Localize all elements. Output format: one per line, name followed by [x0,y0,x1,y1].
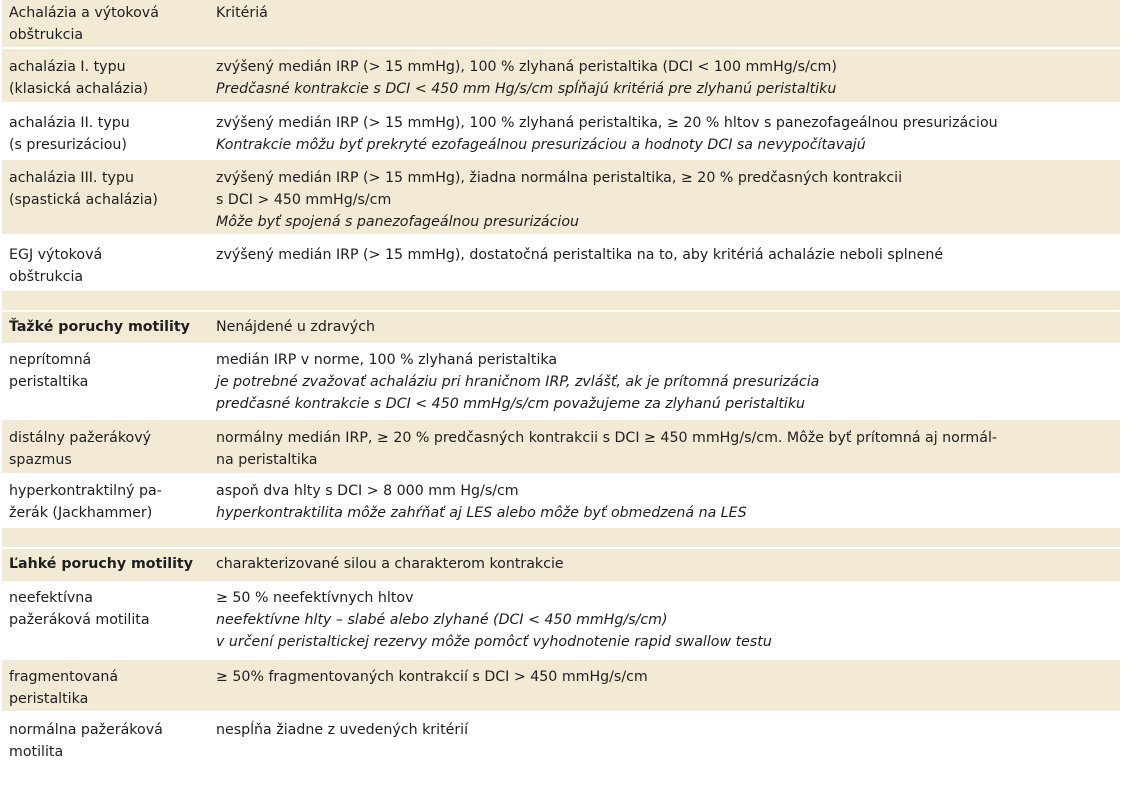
criteria-table [2,0,1120,771]
category-cell [2,480,206,526]
criteria-cell [206,316,1120,343]
criteria-cell [206,719,1120,769]
criteria-cell [206,167,1120,234]
category-text: fragmentovaná [9,669,119,685]
criteria-text: nespĺňa žiadne z uvedených kritérií [216,722,469,738]
category-text: achalázia II. typu [9,115,130,131]
criteria-text: ≥ 50% fragmentovaných kontrakcií s DCI > 450 mmHg/s/cm [216,669,648,685]
category-text: distálny pažerákový [9,430,152,446]
criteria-cell [206,427,1120,473]
section-heading-row [2,312,1120,345]
category-cell [2,587,206,658]
criteria-text: normálny medián IRP, ≥ 20 % predčasných kontrakcii s DCI ≥ 450 mmHg/s/cm. Môže byť prítomná aj normál- [216,430,998,446]
category-text: Ľahké poruchy motility [9,556,193,572]
criteria-note: Môže byť spojená s panezofageálnou presurizáciou [216,214,579,230]
criteria-text: Kritériá [216,5,268,21]
category-text: žerák (Jackhammer) [9,505,153,521]
category-text: (klasická achalázia) [9,81,149,97]
criteria-text: s DCI > 450 mmHg/s/cm [216,192,392,208]
category-cell [2,719,206,769]
criteria-text: zvýšený medián IRP (> 15 mmHg), dostatočná peristaltika na to, aby kritériá achalázie neboli splnené [216,247,944,263]
section-spacer [2,528,1120,549]
criteria-text: aspoň dva hlty s DCI > 8 000 mm Hg/s/cm [216,483,519,499]
table-header-row [2,0,1120,49]
category-cell [2,244,206,289]
table-row [2,104,1120,160]
category-text: peristaltika [9,691,89,707]
table-row [2,345,1120,420]
category-text: spazmus [9,452,72,468]
criteria-text: ≥ 50 % neefektívnych hltov [216,590,414,606]
criteria-text: charakterizované silou a charakterom kontrakcie [216,556,564,572]
category-cell [2,666,206,711]
table-row [2,236,1120,291]
criteria-note: hyperkontraktilita môže zahŕňať aj LES alebo môže byť obmedzená na LES [216,505,747,521]
header-cell-category [2,2,206,47]
criteria-cell [206,112,1120,158]
category-cell [2,316,206,343]
criteria-text: na peristaltika [216,452,318,468]
criteria-note: je potrebné zvažovať achaláziu pri hraničnom IRP, zvlášť, ak je prítomná presurizácia [216,374,820,390]
criteria-note: predčasné kontrakcie s DCI < 450 mmHg/s/cm považujeme za zlyhanú peristaltiku [216,396,806,412]
category-text: peristaltika [9,374,89,390]
category-text: neefektívna [9,590,93,606]
category-text: obštrukcia [9,269,84,285]
table-row [2,49,1120,104]
criteria-note: v určení peristaltickej rezervy môže pomôcť vyhodnotenie rapid swallow testu [216,634,772,650]
criteria-cell [206,666,1120,711]
category-cell [2,349,206,418]
category-cell [2,167,206,234]
criteria-text: zvýšený medián IRP (> 15 mmHg), žiadna normálna peristaltika, ≥ 20 % predčasných kontrakcii [216,170,903,186]
category-text: achalázia I. typu [9,59,126,75]
criteria-cell [206,587,1120,658]
header-cell-criteria [206,2,1120,47]
category-cell [2,112,206,158]
criteria-cell [206,244,1120,289]
category-text: achalázia III. typu [9,170,134,186]
category-text: pažeráková motilita [9,612,150,628]
section-heading-row [2,549,1120,583]
category-cell [2,427,206,473]
category-text: motilita [9,744,64,760]
criteria-note: Kontrakcie môžu byť prekryté ezofageálnou presurizáciou a hodnoty DCI sa nevypočítavajú [216,137,866,153]
criteria-cell [206,480,1120,526]
criteria-cell [206,349,1120,418]
category-text: Achalázia a výtoková [9,5,159,21]
table-row [2,420,1120,475]
table-row [2,660,1120,713]
table-row [2,475,1120,528]
criteria-text: medián IRP v norme, 100 % zlyhaná peristaltika [216,352,558,368]
table-row [2,583,1120,660]
category-text: obštrukcia [9,27,84,43]
category-text: normálna pažeráková [9,722,163,738]
criteria-text: Nenájdené u zdravých [216,319,375,335]
category-text: neprítomná [9,352,92,368]
criteria-cell [206,56,1120,102]
table-row [2,160,1120,236]
category-text: (s presurizáciou) [9,137,127,153]
criteria-note: neefektívne hlty – slabé alebo zlyhané (DCI < 450 mmHg/s/cm) [216,612,668,628]
category-text: (spastická achalázia) [9,192,158,208]
table-row [2,713,1120,771]
criteria-cell [206,553,1120,581]
section-spacer [2,291,1120,312]
criteria-note: Predčasné kontrakcie s DCI < 450 mm Hg/s/cm spĺňajú kritériá pre zlyhanú peristaltiku [216,81,837,97]
criteria-text: zvýšený medián IRP (> 15 mmHg), 100 % zlyhaná peristaltika (DCI < 100 mmHg/s/cm) [216,59,837,75]
category-text: hyperkontraktilný pa- [9,483,162,499]
category-cell [2,553,206,581]
category-cell [2,56,206,102]
criteria-text: zvýšený medián IRP (> 15 mmHg), 100 % zlyhaná peristaltika, ≥ 20 % hltov s panezofageálnou presurizáciou [216,115,998,131]
category-text: Ťažké poruchy motility [9,319,190,335]
category-text: EGJ výtoková [9,247,103,263]
